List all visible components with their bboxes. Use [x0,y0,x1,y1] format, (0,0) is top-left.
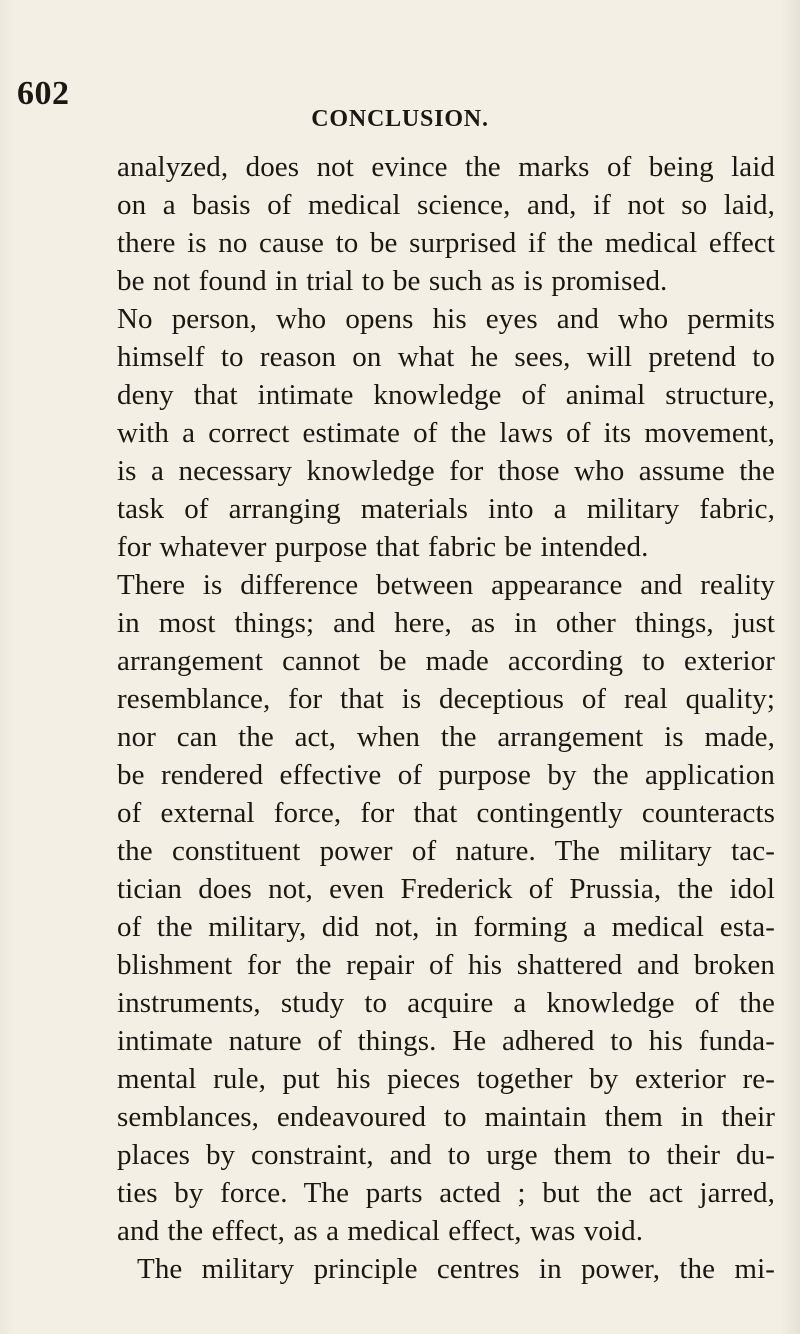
text-line: mental rule, put his pieces together by exterior re- [117,1063,775,1095]
text-line: resemblance, for that is deceptious of real quality; [117,683,775,715]
text-line: of the military, did not, in forming a medical esta- [117,911,775,943]
text-line: instruments, study to acquire a knowledge of the [117,987,775,1019]
text-line: The military principle centres in power, the mi- [137,1253,775,1285]
text-line: be rendered effective of purpose by the application [117,759,775,791]
text-line: for whatever purpose that fabric be intended. [117,531,649,563]
text-line: ties by force. The parts acted ; but the act jarred, [117,1177,775,1209]
text-line: there is no cause to be surprised if the medical effect [117,227,775,259]
text-line: of external force, for that contingently counteracts [117,797,775,829]
body-text [117,148,775,1288]
text-line: intimate nature of things. He adhered to his funda- [117,1025,775,1057]
text-line: tician does not, even Frederick of Prussia, the idol [117,873,775,905]
text-line: the constituent power of nature. The military tac- [117,835,775,867]
text-line: blishment for the repair of his shattered and broken [117,949,775,981]
text-line: places by constraint, and to urge them to their du- [117,1139,775,1171]
text-line: himself to reason on what he sees, will pretend to [117,341,775,373]
running-head: CONCLUSION. [311,106,489,132]
text-line: deny that intimate knowledge of animal structure, [117,379,775,411]
text-line: analyzed, does not evince the marks of being laid [117,151,775,183]
text-line: in most things; and here, as in other things, just [117,607,775,639]
text-line: nor can the act, when the arrangement is made, [117,721,775,753]
text-line: arrangement cannot be made according to exterior [117,645,775,677]
text-line: be not found in trial to be such as is promised. [117,265,668,297]
text-line: task of arranging materials into a military fabric, [117,493,775,525]
page-number: 602 [17,75,70,112]
text-line: and the effect, as a medical effect, was void. [117,1215,644,1247]
text-line: No person, who opens his eyes and who permits [117,303,775,335]
text-line: is a necessary knowledge for those who assume the [117,455,775,487]
text-line: with a correct estimate of the laws of its movement, [117,417,775,449]
text-line: There is difference between appearance and reality [117,569,775,601]
text-line: on a basis of medical science, and, if not so laid, [117,189,775,221]
text-line: semblances, endeavoured to maintain them in their [117,1101,775,1133]
